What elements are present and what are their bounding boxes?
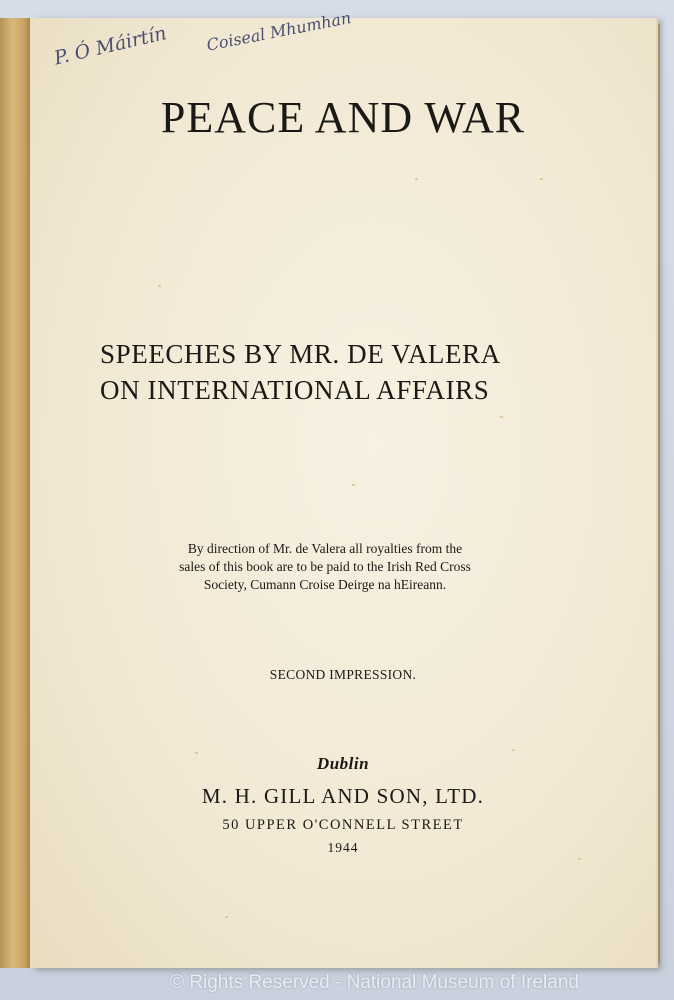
paper-fleck: [415, 178, 418, 180]
handwritten-signature: P. Ó Máirtín: [52, 22, 169, 70]
publication-year: 1944: [327, 840, 359, 855]
handwritten-inscription: Coiseal Mhumhan: [205, 8, 353, 55]
publication-place: Dublin: [316, 754, 370, 773]
publisher-address: 50 UPPER O'CONNELL STREET: [222, 817, 464, 833]
paper-fleck: [225, 916, 228, 918]
copyright-watermark: © Rights Reserved - National Museum of Ireland: [170, 972, 579, 993]
subtitle-line: ON INTERNATIONAL AFFAIRS: [100, 375, 490, 405]
book-subtitle: [100, 336, 550, 408]
note-line: sales of this book are to be paid to the Irish Red Cross: [179, 559, 471, 574]
paper-fleck: [578, 858, 581, 860]
impression-label: SECOND IMPRESSION.: [269, 667, 417, 682]
paper-fleck: [512, 749, 515, 751]
book-spine: [0, 18, 33, 968]
publisher-name: M. H. GILL AND SON, LTD.: [201, 784, 485, 808]
subtitle-line: SPEECHES BY MR. DE VALERA: [100, 339, 501, 369]
note-line: By direction of Mr. de Valera all royalties from the: [187, 541, 463, 556]
note-line: Society, Cumann Croise Deirge na hEireann.: [203, 577, 447, 592]
paper-fleck: [352, 484, 355, 486]
book-title: PEACE AND WAR: [160, 93, 526, 142]
paper-fleck: [158, 285, 161, 287]
royalties-note: [155, 540, 495, 594]
paper-fleck: [540, 178, 543, 180]
paper-fleck: [500, 416, 503, 418]
